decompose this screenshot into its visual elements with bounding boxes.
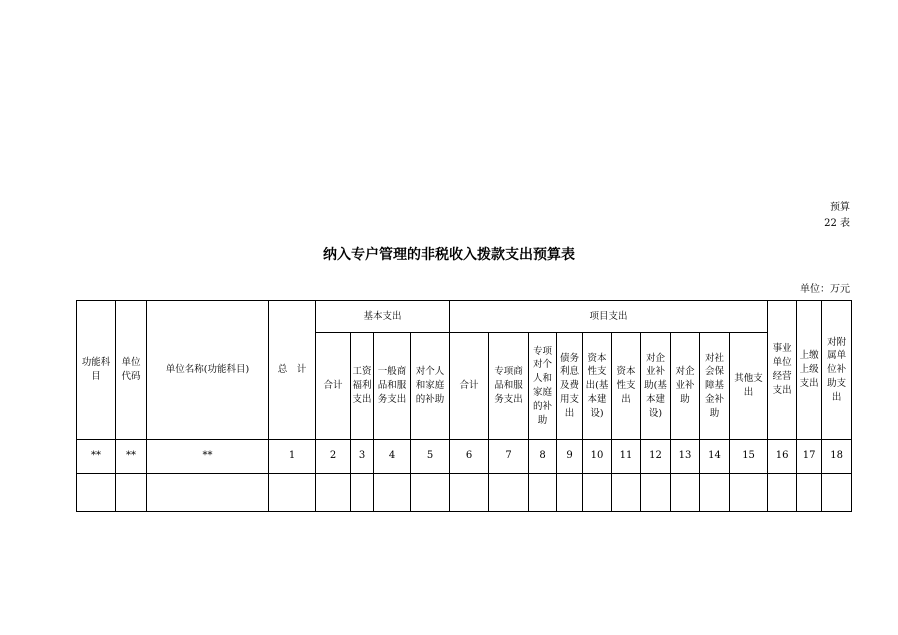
index-cell: 7 [489, 440, 529, 474]
index-cell: 11 [612, 440, 641, 474]
header-special-goods: 专项商品和服务支出 [489, 333, 529, 440]
header-function-subject: 功能科目 [77, 301, 116, 440]
empty-cell [557, 474, 583, 512]
index-cell: 10 [583, 440, 612, 474]
header-social-security: 对社会保障基金补助 [700, 333, 730, 440]
header-project-expenditure: 项目支出 [450, 301, 768, 333]
header-goods-services: 一般商品和服务支出 [374, 333, 411, 440]
empty-cell [411, 474, 450, 512]
empty-cell [77, 474, 116, 512]
index-cell: 8 [529, 440, 557, 474]
header-personal-subsidy: 对个人和家庭的补助 [411, 333, 450, 440]
index-cell: ** [116, 440, 147, 474]
index-cell: 6 [450, 440, 489, 474]
empty-cell [147, 474, 269, 512]
form-code: 预算 [830, 202, 850, 213]
header-capital: 资本性支出 [612, 333, 641, 440]
header-project-total: 合计 [450, 333, 489, 440]
budget-table [76, 300, 852, 512]
empty-cell [374, 474, 411, 512]
empty-cell [700, 474, 730, 512]
header-other: 其他支出 [730, 333, 768, 440]
header-row-group [77, 301, 852, 333]
index-cell: 2 [316, 440, 351, 474]
header-basic-total: 合计 [316, 333, 351, 440]
index-cell: 14 [700, 440, 730, 474]
header-upper-payment: 上缴上级支出 [797, 301, 822, 440]
empty-cell [529, 474, 557, 512]
header-unit-code: 单位代码 [116, 301, 147, 440]
header-enterprise-subsidy: 对企业补助 [671, 333, 700, 440]
index-cell: 3 [351, 440, 374, 474]
header-salary-welfare: 工资福利支出 [351, 333, 374, 440]
header-enterprise-construction: 对企业补助(基本建设) [641, 333, 671, 440]
index-row [77, 440, 852, 474]
index-cell: 15 [730, 440, 768, 474]
index-cell: 5 [411, 440, 450, 474]
empty-cell [612, 474, 641, 512]
header-debt-interest: 债务利息及费用支出 [557, 333, 583, 440]
index-cell: 12 [641, 440, 671, 474]
empty-cell [450, 474, 489, 512]
index-cell: ** [77, 440, 116, 474]
header-affiliated-subsidy: 对附属单位补助支出 [822, 301, 852, 440]
header-business-expenditure: 事业单位经营支出 [768, 301, 797, 440]
empty-cell [351, 474, 374, 512]
index-cell: 9 [557, 440, 583, 474]
page-title: 纳入专户管理的非税收入拨款支出预算表 [323, 247, 575, 263]
empty-cell [316, 474, 351, 512]
empty-cell [797, 474, 822, 512]
header-unit-name: 单位名称(功能科目) [147, 301, 269, 440]
unit-label: 单位：万元 [800, 284, 850, 295]
index-cell: ** [147, 440, 269, 474]
header-capital-construction: 资本性支出(基本建设) [583, 333, 612, 440]
index-cell: 13 [671, 440, 700, 474]
index-cell: 16 [768, 440, 797, 474]
index-cell: 17 [797, 440, 822, 474]
empty-cell [583, 474, 612, 512]
header-special-personal: 专项对个人和家庭的补助 [529, 333, 557, 440]
empty-cell [641, 474, 671, 512]
index-cell: 1 [269, 440, 316, 474]
form-number: 22 表 [824, 218, 850, 229]
header-basic-expenditure: 基本支出 [316, 301, 450, 333]
header-total: 总 计 [269, 301, 316, 440]
empty-cell [269, 474, 316, 512]
empty-cell [822, 474, 852, 512]
index-cell: 4 [374, 440, 411, 474]
empty-cell [116, 474, 147, 512]
index-cell: 18 [822, 440, 852, 474]
empty-cell [489, 474, 529, 512]
empty-cell [730, 474, 768, 512]
empty-cell [671, 474, 700, 512]
empty-cell [768, 474, 797, 512]
empty-data-row [77, 474, 852, 512]
